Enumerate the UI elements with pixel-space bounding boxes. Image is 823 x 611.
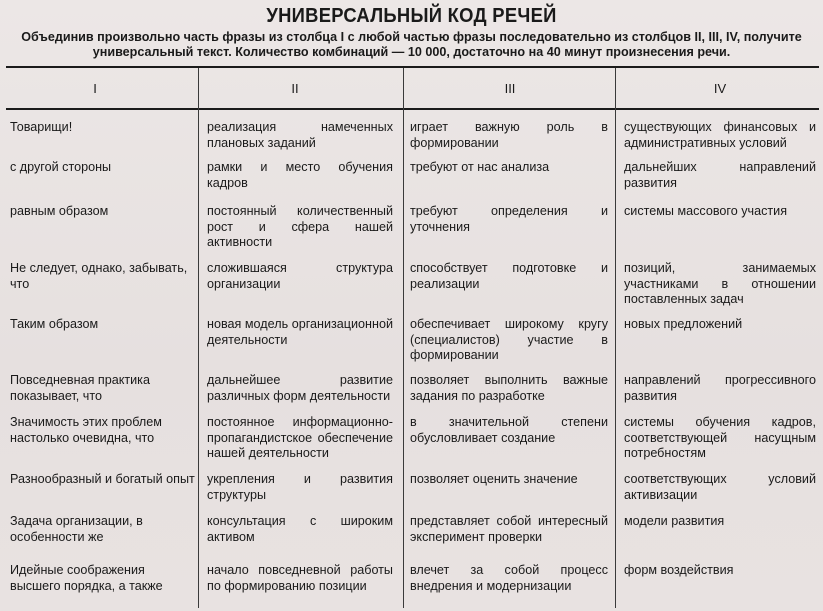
cell-r10-c1: Идейные соображения высшего порядка, а также [10, 563, 163, 593]
cell-r6-c2: дальнейшее развитие различных форм деятельности [207, 373, 393, 403]
column-divider [615, 68, 616, 608]
cell-r9-c4: модели развития [624, 514, 725, 528]
cell-r10-c2: начало повседневной работы по формированию позиции [207, 563, 393, 593]
cell-r9-c2: консультация с широким активом [207, 514, 393, 544]
cell-r10-c3: влечет за собой процесс внедрения и модернизации [410, 563, 608, 593]
table-header-rule [6, 108, 819, 110]
cell-r7-c3: в значительной степени обусловливает создание [410, 415, 608, 445]
cell-r4-c4: позиций, занимаемых участниками в отношении поставленных задач [624, 261, 816, 306]
cell-r3-c3: требуют определения и уточнения [410, 204, 608, 234]
column-header-1: I [93, 81, 97, 96]
cell-r6-c4: направлений прогрессивного развития [624, 373, 816, 403]
cell-r2-c3: требуют от нас анализа [410, 160, 550, 174]
cell-r1-c3: играет важную роль в формировании [410, 120, 608, 150]
cell-r3-c4: системы массового участия [624, 204, 788, 218]
cell-r10-c4: форм воздействия [624, 563, 734, 577]
cell-r1-c2: реализация намеченных плановых заданий [207, 120, 393, 150]
cell-r6-c1: Повседневная практика показывает, что [10, 373, 150, 403]
column-divider [403, 68, 404, 608]
cell-r7-c1: Значимость этих проблем настолько очевидна, что [10, 415, 162, 445]
cell-r9-c3: представляет собой интересный эксперимент проверки [410, 514, 608, 544]
cell-r3-c2: постоянный количественный рост и сфера нашей активности [207, 204, 393, 249]
cell-r3-c1: равным образом [10, 204, 109, 218]
page-title: УНИВЕРСАЛЬНЫЙ КОД РЕЧЕЙ [266, 5, 557, 27]
cell-r2-c2: рамки и место обучения кадров [207, 160, 393, 190]
column-divider [198, 68, 199, 608]
cell-r4-c1: Не следует, однако, забывать, что [10, 261, 188, 291]
cell-r5-c2: новая модель организационной деятельности [207, 317, 393, 347]
column-header-2: II [291, 81, 299, 96]
cell-r6-c3: позволяет выполнить важные задания по разработке [410, 373, 608, 403]
cell-r5-c1: Таким образом [10, 317, 99, 331]
cell-r8-c4: соответствующих условий активизации [624, 472, 816, 502]
cell-r8-c1: Разнообразный и богатый опыт [10, 472, 195, 486]
instructions-text: Объединив произвольно часть фразы из столбца I с любой частью фразы последовательно из столбцов II, III, IV, получите универсальный текст. Количество комбинаций — 10 000, достаточно на 40 минут произнесения речи. [21, 30, 802, 59]
cell-r4-c2: сложившаяся структура организации [207, 261, 393, 291]
cell-r5-c4: новых предложений [624, 317, 743, 331]
cell-r5-c3: обеспечивает широкому кругу (специалистов) участие в формировании [410, 317, 608, 362]
column-header-4: IV [713, 81, 727, 96]
cell-r2-c1: с другой стороны [10, 160, 112, 174]
table-top-rule [6, 66, 819, 68]
cell-r9-c1: Задача организации, в особенности же [10, 514, 143, 544]
cell-r7-c2: постоянное информационно-пропагандистское обеспечение нашей деятельности [207, 415, 393, 460]
cell-r7-c4: системы обучения кадров, соответствующей насущным потребностям [624, 415, 816, 460]
cell-r1-c1: Товарищи! [10, 120, 73, 134]
cell-r8-c2: укрепления и развития структуры [207, 472, 393, 502]
cell-r1-c4: существующих финансовых и административных условий [624, 120, 816, 150]
column-header-3: III [504, 81, 516, 96]
cell-r4-c3: способствует подготовке и реализации [410, 261, 608, 291]
cell-r2-c4: дальнейших направлений развития [624, 160, 816, 190]
cell-r8-c3: позволяет оценить значение [410, 472, 578, 486]
